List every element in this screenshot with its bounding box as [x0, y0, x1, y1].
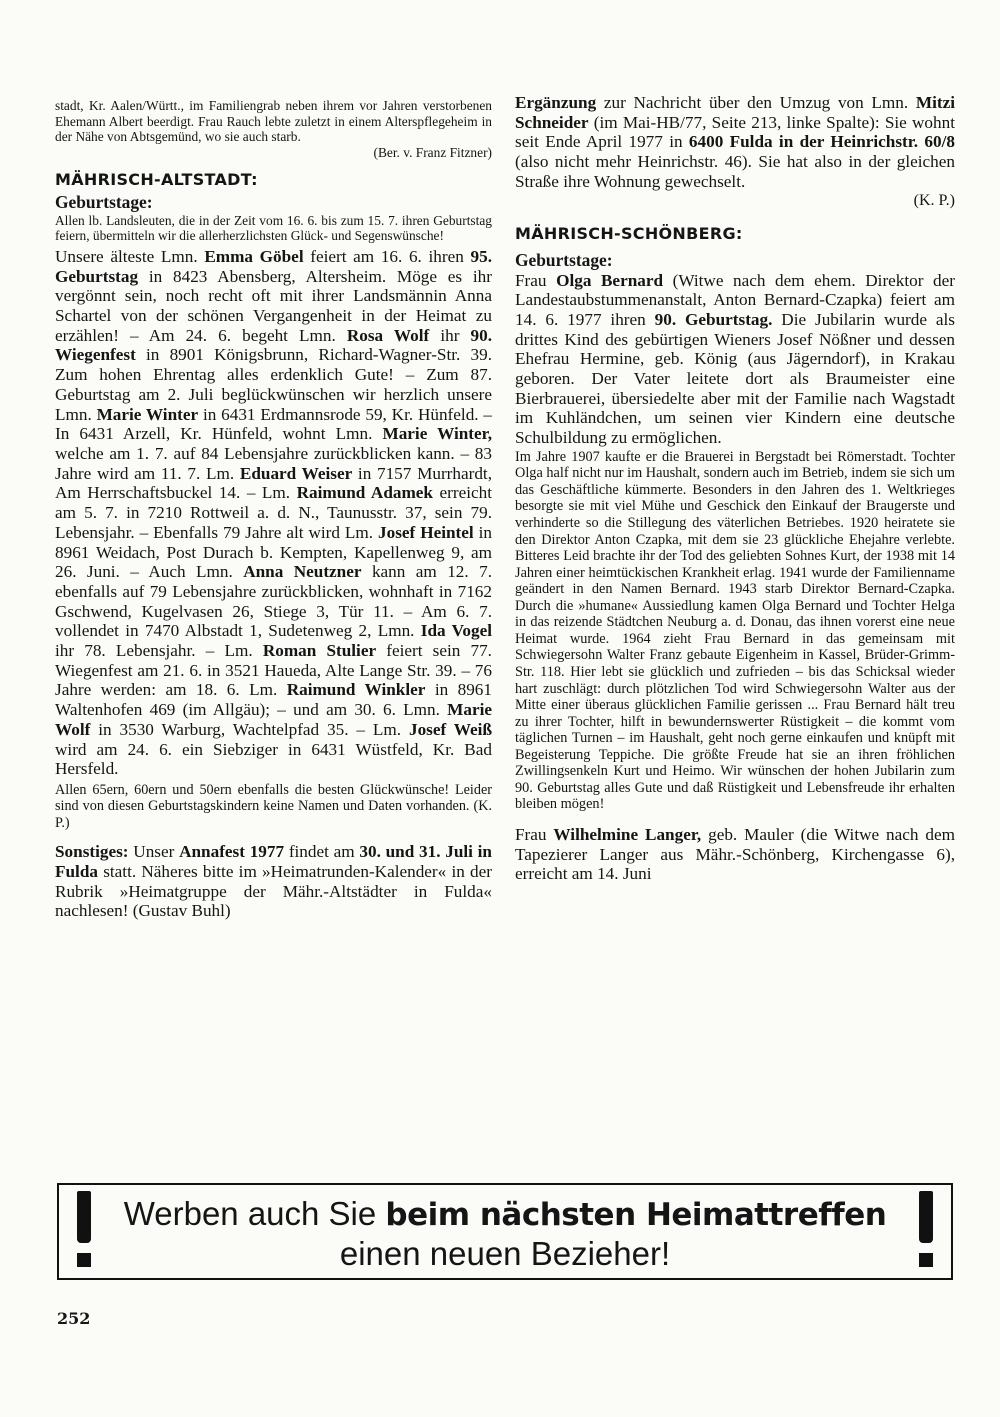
bold-name-run: 90. Geburtstag.: [654, 309, 773, 329]
ergaenzung-text: [515, 93, 955, 192]
left-intro-credit: (Ber. v. Franz Fitzner): [373, 144, 492, 160]
subheading-geburtstage-altstadt: Geburtstage:: [55, 191, 153, 212]
bold-name-run: Ida Vogel: [420, 621, 492, 641]
left-intro-text: [55, 98, 492, 145]
bold-name-run: Ergänzung: [515, 93, 597, 112]
text-run: in 8961 Waltenhofen 469 (im Allgäu); – und am 30. 6. Lmn.: [55, 680, 492, 720]
bold-name-run: 6400 Fulda in der Heinrichstr. 60/8: [688, 132, 955, 152]
text-run: statt. Näheres bitte im »Heimatrunden-Kalender« in der Rubrik »Heimatgruppe der Mähr.-Altstädter in Fulda« nachlesen! (Gustav Buhl): [55, 861, 492, 921]
bold-name-run: Wilhelmine Langer,: [553, 824, 702, 844]
text-run: kann am 12. 7. ebenfalls auf 79 Lebensjahre zurückblicken, wohnhaft in 7162 Gschwend, Kugelvasen 26, Stiege 3, Tür 11. – Am 6. 7. vollendet in 7470 Albstadt 1, Sudetenweg 2, Lmn.: [55, 562, 492, 641]
text-run: Unsere älteste Lmn.: [55, 246, 205, 266]
bernard-intro-text: [515, 271, 955, 448]
bold-name-run: 90. Wiegenfest: [55, 325, 492, 365]
ergaenzung-credit: (K. P.): [913, 191, 955, 209]
bold-name-run: Josef Heintel: [378, 522, 474, 542]
bernard-story-text: [515, 449, 955, 813]
text-run: Frau: [515, 270, 557, 290]
text-run: in 7157 Murrhardt, Am Herrschaftsbuckel 14. – Lm.: [55, 463, 492, 503]
text-run: feiert am 16. 6. ihren: [303, 246, 471, 266]
altstadt-birthdays-text: [55, 247, 492, 779]
advertisement-banner: [57, 1183, 953, 1280]
text-run: in 8961 Weidach, Post Durach b. Kempten, Kapellenweg 9, am 26. Juni. – Auch Lmn.: [55, 522, 492, 582]
text-run: in 8423 Abensberg, Altersheim. Möge es ihr vergönnt sein, noch recht oft mit ihrer Landsmännin Anna Schartel von der schönen Vergangenheit in der Heimat zu erzählen! – Am 24. 6. begeht Lmn.: [55, 266, 492, 345]
bold-name-run: Sonstiges:: [55, 842, 129, 862]
right-column: [515, 93, 955, 884]
text-run: welche am 1. 7. auf 84 Lebensjahre zurückblicken kann. – 83 Jahre wird am 11. 7. Lm.: [55, 444, 492, 483]
text-run: stadt, Kr. Aalen/Württ., im Familiengrab neben ihrem vor Jahren verstorbenen Ehemann Albert beerdigt. Frau Rauch lebte zuletzt in einem Alterspflegeheim in der Nähe von Abtsgemünd, wo sie auch starb.: [55, 98, 492, 145]
bold-name-run: Marie Wolf: [55, 700, 492, 739]
section-heading-maehrisch-schoenberg: MÄHRISCH-SCHÖNBERG:: [515, 223, 743, 243]
text-run: (Witwe nach dem ehem. Direktor der Landestaubstummenanstalt, Anton Bernard-Czapka) feiert am 14. 6. 1977 ihren: [515, 270, 955, 329]
bold-name-run: Eduard Weiser: [239, 463, 353, 483]
altstadt-sonstiges-text: [55, 842, 492, 921]
bold-name-run: 30. und 31. Juli in Fulda: [55, 842, 492, 881]
text-run: in 6431 Erdmannsrode 59, Kr. Hünfeld. – In 6431 Arzell, Kr. Hünfeld, wohnt Lmn.: [55, 404, 492, 444]
bold-name-run: Roman Stulier: [262, 641, 377, 661]
bold-name-run: 95. Geburtstag: [55, 246, 492, 286]
text-run: (im Mai-HB/77, Seite 213, linke Spalte): Sie wohnt seit Ende April 1977 in: [515, 112, 955, 152]
bold-name-run: Annafest 1977: [179, 842, 285, 862]
text-run: in 3530 Warburg, Wachtelpfad 35. – Lm.: [90, 719, 409, 739]
section-heading-maehrisch-altstadt: MÄHRISCH-ALTSTADT:: [55, 169, 258, 189]
bold-name-run: Emma Göbel: [204, 246, 304, 266]
text-run: wird am 24. 6. ein Siebziger in 6431 Wüstfeld, Kr. Bad Hersfeld.: [55, 739, 492, 779]
banner-line-2: einen neuen Bezieher!: [339, 1235, 671, 1272]
subheading-geburtstage-schoenberg: Geburtstage:: [515, 249, 613, 270]
bold-name-run: Olga Bernard: [556, 270, 664, 290]
text-run: erreicht am 5. 7. in 7210 Rottweil a. d. N., Taunusstr. 37, sein 79. Lebensjahr. – Ebenfalls 79 Jahre alt wird Lm.: [55, 483, 492, 542]
altstadt-closing-text: [55, 782, 492, 831]
bold-name-run: Raimund Adamek: [296, 483, 433, 503]
banner-line-1: [59, 1195, 951, 1234]
left-column: [55, 96, 492, 921]
text-run: Die Jubilarin wurde als drittes Kind des gebürtigen Wieners Josef Nößner und dessen Ehefrau Hermine, geb. König (aus Jägerndorf), in Krakau geboren. Der Vater leitete dort als Braumeister eine Bierbrauerei, übersiedelte aber mit der Familie nach Wagstadt im Kuhländchen, um seinen vier Kindern eine deutsche Schulbildung zu ermöglichen.: [515, 309, 955, 448]
page-number: 252: [57, 1309, 91, 1328]
bold-name-run: Marie Winter: [96, 404, 199, 424]
bold-name-run: Anna Neutzner: [243, 562, 362, 582]
text-run: feiert sein 77. Wiegenfest am 21. 6. in 3521 Haueda, Alte Lange Str. 39. – 76 Jahre werden: am 18. 6. Lm.: [55, 641, 492, 700]
altstadt-greeting-text: [55, 213, 492, 244]
bold-name-run: Marie Winter,: [382, 424, 493, 444]
text-run: in 8901 Königsbrunn, Richard-Wagner-Str. 39. Zum hohen Ehrentag alles erdenklich Gute! – Zum 87. Geburtstag am 2. Juli beglückwünschen wir herzlich unsere Lmn.: [55, 345, 492, 424]
bold-name-run: Josef Weiß: [408, 719, 492, 739]
exclamation-icon-right: [913, 1191, 939, 1273]
text-run: findet am: [284, 842, 360, 862]
banner-line-1-bold: beim nächsten Heimattreffen: [385, 1197, 887, 1233]
text-run: (also nicht mehr Heinrichstr. 46). Sie hat also in der gleichen Straße ihre Wohnung gewechselt.: [515, 152, 955, 191]
text-run: Frau: [515, 824, 554, 844]
text-run: Im Jahre 1907 kaufte er die Brauerei in Bergstadt bei Römerstadt. Tochter Olga half nicht nur im Haushalt, sondern auch im Betrieb, indem sie sich um das Geschäftliche kümmerte. Besonders in den Jahren des 1. Weltkrieges besorgte sie mit viel Mühe und Geschick den Einkauf der Braugerste und verhinderte so die Stillegung des väterlichen Betriebes. 1920 heiratete sie den Direktor Anton Czapka, mit dem sie 23 glückliche Ehejahre verlebte. Bitteres Leid brachte ihr der Tod des geliebten Sohnes Kurt, der 1938 mit 14 Jahren einer heimtückischen Krankheit erlag. 1941 wurde der Familienname geändert in den Namen Bernard. 1943 starb Direktor Bernard-Czapka. Durch die »humane« Aussiedlung kamen Olga Bernard und Tochter Helga in das reizende Städtchen Neuburg a. d. Donau, das ihnen vorerst eine neue Heimat wurde. 1964 zieht Frau Bernard in das gemeinsam mit Schwiegersohn Walter Franz gebaute Eigenheim in Kassel, Brüder-Grimm-Str. 118. Hier lebt sie glücklich und zufrieden – bis das Schicksal wieder hart zuschlägt: durch plötzlichen Tod wird Schwiegersohn Walter aus der Mitte einer überaus glücklichen Familie gerissen ... Frau Bernard hält treu zu ihrer Tochter, hilft in bewundernswerter Rüstigkeit – die kommt vom täglichen Turnen – im Haushalt, geht noch gerne einkaufen und knüpft mit Begeisterung Teppiche. Die größte Freude hat sie an ihren fröhlichen Zwillingsenkeln Kurt und Heimo. Wir wünschen der hohen Jubilarin zum 90. Geburtstag alles Gute und daß Rüstigkeit und Lebensfreude ihr erhalten bleiben mögen!: [515, 448, 955, 813]
langer-text: [515, 825, 955, 884]
bold-name-run: Mitzi Schneider: [515, 93, 955, 132]
banner-line-1-normal: Werben auch Sie: [123, 1195, 377, 1232]
bold-name-run: Rosa Wolf: [346, 325, 430, 345]
text-run: ihr: [429, 325, 471, 345]
text-run: Allen 65ern, 60ern und 50ern ebenfalls die besten Glückwünsche! Leider sind von diesen Geburtstagskindern keine Namen und Daten vorhanden. (K. P.): [55, 781, 492, 831]
text-run: Allen lb. Landsleuten, die in der Zeit vom 16. 6. bis zum 15. 7. ihren Geburtstag feiern, übermitteln wir die allerherzlichsten Glück- und Segenswünsche!: [55, 212, 492, 244]
bold-name-run: Raimund Winkler: [286, 680, 426, 700]
text-run: Unser: [128, 842, 180, 862]
text-run: ihr 78. Lebensjahr. – Lm.: [55, 641, 263, 661]
text-run: geb. Mauler (die Witwe nach dem Tapezierer Langer aus Mähr.-Schönberg, Kirchengasse 6), erreicht am 14. Juni: [515, 824, 955, 884]
text-run: zur Nachricht über den Umzug von Lmn.: [596, 93, 916, 112]
